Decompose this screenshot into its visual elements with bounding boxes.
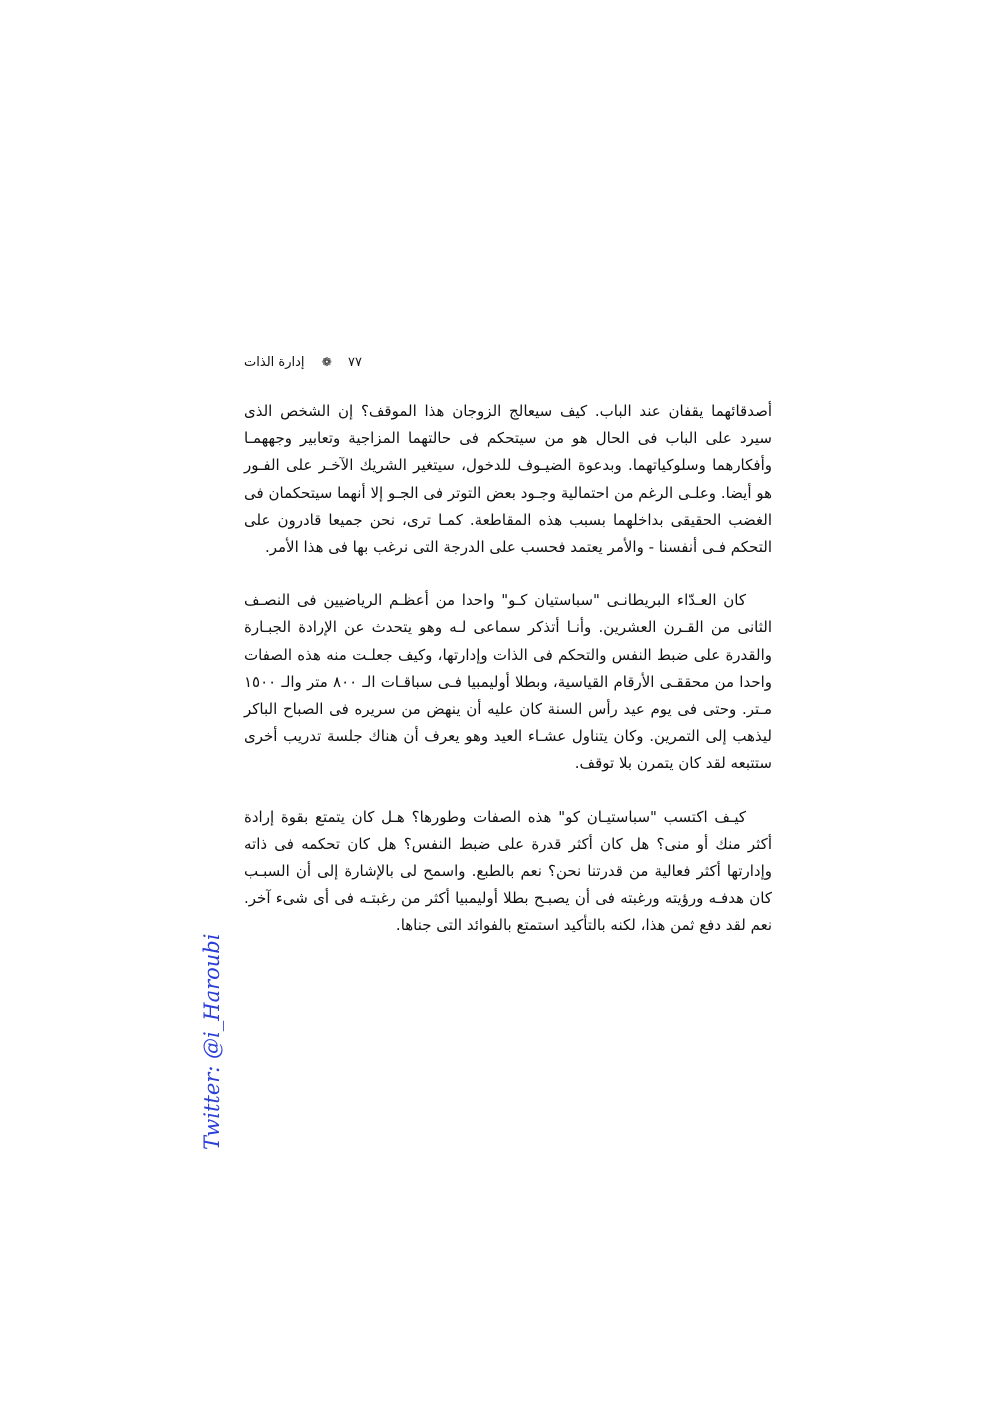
paragraph-1: أصدقائهما يقفان عند الباب. كيف سيعالج الزوجان هذا الموقف؟ إن الشخص الذى سيرد على الباب فى الحال هو من سيتحكم فى حالتهما المزاجية وتعابير وجههمـا وأفكارهما وسلوكياتهما. وبدعوة الضيـوف للدخول، سيتغير الشريك الآخـر على الفـور هو أيضا. وعلـى الرغم من احتمالية وجـود بعض التوتر فى الجـو إلا أنهما سيتحكمان فى الغضب الحقيقى بداخلهما بسبب هذه المقاطعة. كمـا ترى، نحن جميعا قادرون على التحكم فـى أنفسنا - والأمر يعتمد فحسب على الدرجة التى نرغب بها فى هذا الأمر. (244, 402, 772, 557)
paragraph-3: كيـف اكتسب "سباستيـان كو" هذه الصفات وطورها؟ هـل كان يتمتع بقوة إرادة أكثر منك أو منى؟ هل كان أكثر قدرة على ضبط النفس؟ هل كان تحكمه فى ذاته وإدارتها أكثر فعالية من قدرتنا نحن؟ نعم بالطبع. واسمح لى بالإشارة إلى أن السبـب كان هدفـه ورؤيته ورغبته فى أن يصبـح بطلا أوليمبيا أكثر من رغبتـه فى أى شىء آخر. نعم لقد دفع ثمن هذا، لكنه بالتأكيد استمتع بالفوائد التى جناها. (244, 807, 772, 935)
running-title: إدارة الذات (244, 354, 305, 370)
ornament-icon: ❁ (321, 355, 331, 369)
page-header (244, 352, 362, 372)
paragraph-2: كان العـدّاء البريطانـى "سباستيان كـو" واحدا من أعظـم الرياضيين فى النصـف الثانى من القـرن العشرين. وأنـا أتذكر سماعى لـه وهو يتحدث عن الإرادة الجبـارة والقدرة على ضبط النفس والتحكم فى الذات وإدارتها، وكيف جعلـت منه هذه الصفات واحدا من محققـى الأرقام القياسية، وبطلا أوليمبيا فـى سباقـات الـ ٨٠٠ متر والـ ١٥٠٠ مـتر. وحتى فى يوم عيد رأس السنة كان عليه أن ينهض من سريره فى الصباح الباكر ليذهب إلى التمرين. وكان يتناول عشـاء العيد وهو يعرف أن هناك جلسة تدريب أخرى ستتبعه لقد كان يتمرن بلا توقف. (244, 591, 772, 773)
twitter-watermark: Twitter: @i_Haroubi (200, 933, 224, 1150)
body-text (244, 398, 772, 966)
page-number: ٧٧ (348, 354, 362, 370)
